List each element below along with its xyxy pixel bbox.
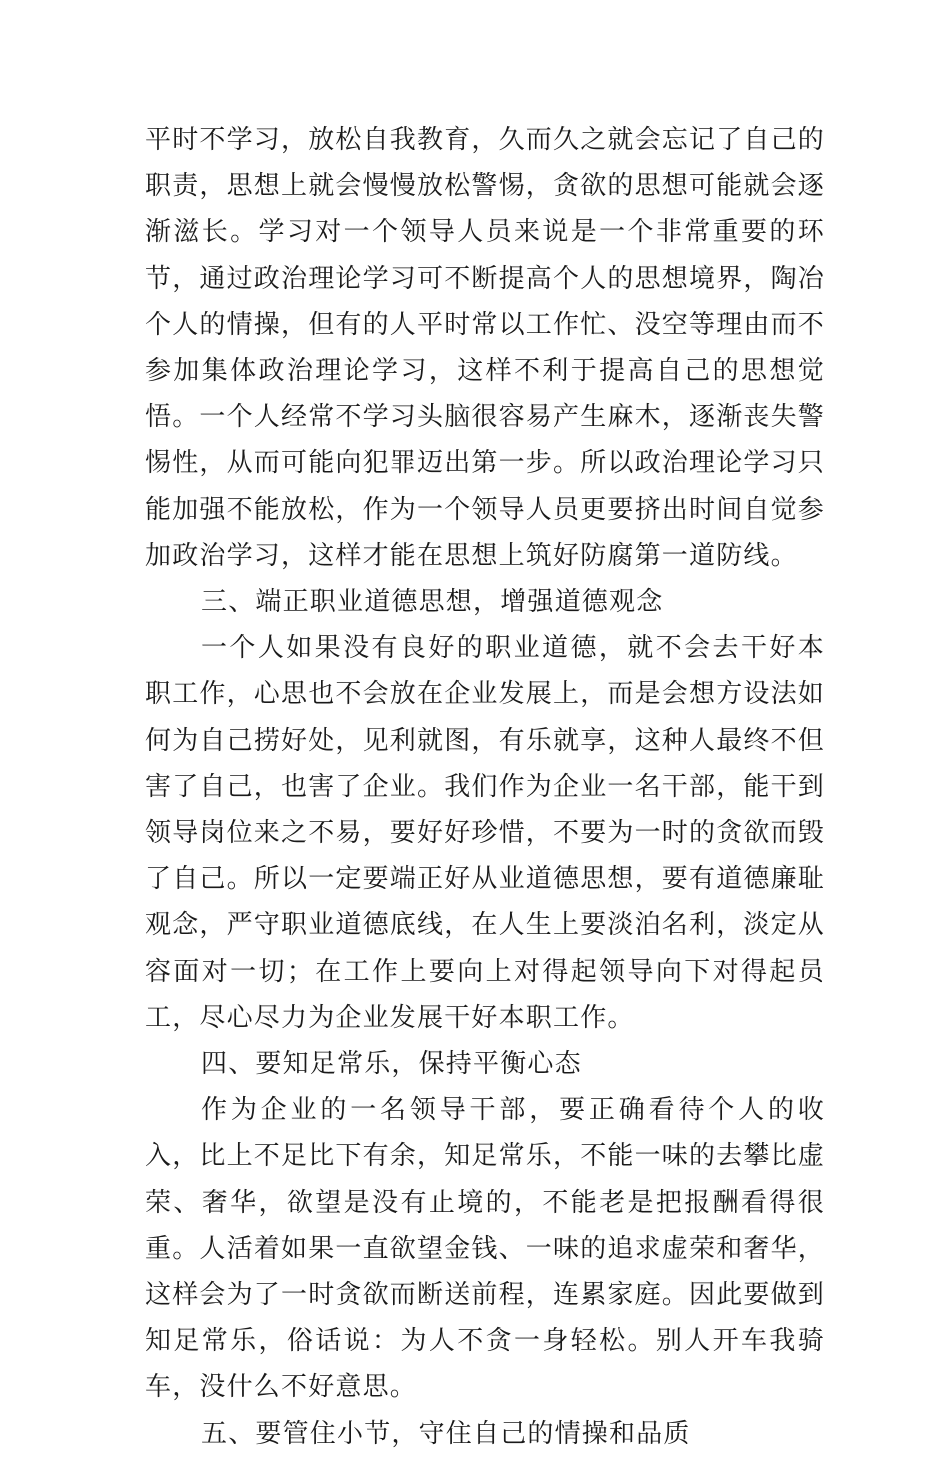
document-body — [145, 117, 825, 1457]
body-paragraph-1: 平时不学习，放松自我教育，久而久之就会忘记了自己的职责，思想上就会慢慢放松警惕，贪欲的思想可能就会逐渐滋长。学习对一个领导人员来说是一个非常重要的环节，通过政治理论学习可不断提高个人的思想境界，陶冶个人的情操，但有的人平时常以工作忙、没空等理由而不参加集体政治理论学习，这样不利于提高自己的思想觉悟。一个人经常不学习头脑很容易产生麻木，逐渐丧失警惕性，从而可能向犯罪迈出第一步。所以政治理论学习只能加强不能放松，作为一个领导人员更要挤出时间自觉参加政治学习，这样才能在思想上筑好防腐第一道防线。 — [145, 125, 826, 571]
section-heading-4: 四、要知足常乐，保持平衡心态 — [201, 1049, 582, 1080]
section-heading-3: 三、端正职业道德思想，增强道德观念 — [201, 587, 664, 618]
body-paragraph-3: 作为企业的一名领导干部，要正确看待个人的收入，比上不足比下有余，知足常乐，不能一味的去攀比虚荣、奢华，欲望是没有止境的，不能老是把报酬看得很重。人活着如果一直欲望金钱、一味的追求虚荣和奢华，这样会为了一时贪欲而断送前程，连累家庭。因此要做到知足常乐，俗话说：为人不贪一身轻松。别人开车我骑车，没什么不好意思。 — [145, 1095, 826, 1403]
body-paragraph-2: 一个人如果没有良好的职业道德，就不会去干好本职工作，心思也不会放在企业发展上，而是会想方设法如何为自己捞好处，见利就图，有乐就享，这种人最终不但害了自己，也害了企业。我们作为企业一名干部，能干到领导岗位来之不易，要好好珍惜，不要为一时的贪欲而毁了自己。所以一定要端正好从业道德思想，要有道德廉耻观念，严守职业道德底线，在人生上要淡泊名利，淡定从容面对一切；在工作上要向上对得起领导向下对得起员工，尽心尽力为企业发展干好本职工作。 — [145, 633, 826, 1033]
section-heading-5: 五、要管住小节，守住自己的情操和品质 — [201, 1418, 691, 1449]
